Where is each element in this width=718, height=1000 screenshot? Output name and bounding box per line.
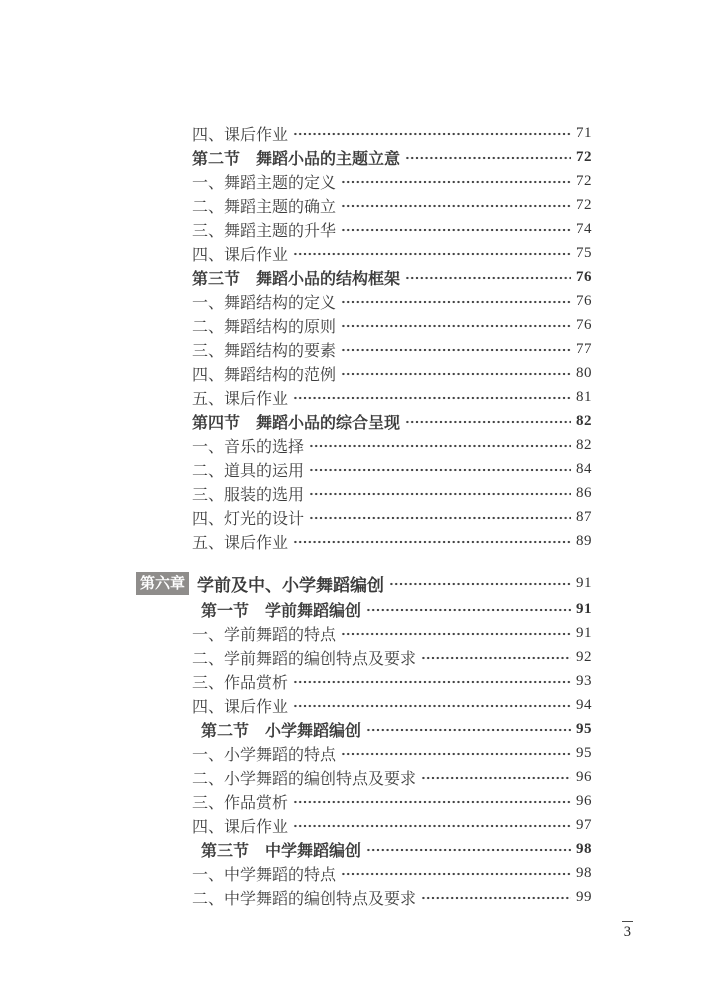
dot-leader: [293, 813, 571, 837]
dot-leader: [341, 193, 571, 217]
toc-entry: [136, 717, 592, 741]
toc-entry: [136, 313, 592, 337]
toc-entry-page: 92: [576, 648, 592, 665]
toc-entry-page: 93: [576, 672, 592, 689]
dot-leader: [405, 265, 571, 289]
dot-leader: [341, 169, 571, 193]
toc-entry-page: 76: [576, 316, 592, 333]
dot-leader: [366, 597, 571, 621]
toc-entry-page: 91: [576, 574, 592, 591]
toc-entry: [136, 529, 592, 553]
toc-entry-label: 五、课后作业: [192, 390, 289, 408]
dot-leader: [293, 789, 571, 813]
toc-entry-label: 三、作品赏析: [192, 794, 289, 812]
dot-leader: [421, 765, 571, 789]
toc-entry: [136, 241, 592, 265]
toc-entry-label: 四、灯光的设计: [192, 510, 305, 528]
toc-entry-page: 91: [576, 624, 592, 641]
toc-entry: [136, 505, 592, 529]
toc-entry-label: 二、学前舞蹈的编创特点及要求: [192, 650, 417, 668]
toc-entry-page: 75: [576, 244, 592, 261]
toc-entry: [136, 741, 592, 765]
toc-entry: [136, 885, 592, 909]
toc-entry-label: 第二节 舞蹈小品的主题立意: [192, 150, 401, 168]
dot-leader: [341, 861, 571, 885]
toc-entry-page: 97: [576, 816, 592, 833]
dot-leader: [293, 241, 571, 265]
dot-leader: [366, 717, 571, 741]
toc-entry-label: 一、中学舞蹈的特点: [192, 866, 337, 884]
dot-leader: [341, 337, 571, 361]
toc-entry-page: 82: [576, 412, 592, 429]
toc-entry-label: 五、课后作业: [192, 534, 289, 552]
dot-leader: [309, 481, 571, 505]
toc-entry-page: 77: [576, 340, 592, 357]
toc-entry: [136, 145, 592, 169]
toc-entry-label: 二、舞蹈结构的原则: [192, 318, 337, 336]
dot-leader: [293, 121, 571, 145]
toc-entry-page: 99: [576, 888, 592, 905]
dot-leader: [341, 217, 571, 241]
toc-entry: [136, 481, 592, 505]
toc-entry-page: 84: [576, 460, 592, 477]
dot-leader: [405, 409, 571, 433]
dot-leader: [341, 361, 571, 385]
dot-leader: [421, 645, 571, 669]
toc-entry: [136, 861, 592, 885]
toc-entry: [136, 837, 592, 861]
dot-leader: [309, 457, 571, 481]
chapter-label-badge: 第六章: [136, 572, 189, 595]
toc-entry-page: 89: [576, 532, 592, 549]
dot-leader: [389, 570, 571, 596]
toc-entry-label: 一、舞蹈主题的定义: [192, 174, 337, 192]
toc-entry-page: 82: [576, 436, 592, 453]
toc-entry: [136, 669, 592, 693]
dot-leader: [341, 289, 571, 313]
toc-entry-label: 一、舞蹈结构的定义: [192, 294, 337, 312]
toc-entry-page: 76: [576, 268, 592, 285]
toc-entry-label: 四、课后作业: [192, 818, 289, 836]
dot-leader: [366, 837, 571, 861]
toc-entry-label: 第二节 小学舞蹈编创: [201, 722, 362, 740]
toc-entry: [136, 217, 592, 241]
toc-entry-page: 71: [576, 124, 592, 141]
toc-entry-label: 三、舞蹈结构的要素: [192, 342, 337, 360]
toc-entry: [136, 361, 592, 385]
toc-entry: [136, 789, 592, 813]
toc-entry-label: 一、音乐的选择: [192, 438, 305, 456]
toc-entry-label: 三、作品赏析: [192, 674, 289, 692]
dot-leader: [293, 529, 571, 553]
toc-entry: [136, 765, 592, 789]
toc-entry-label: 四、课后作业: [192, 246, 289, 264]
toc-entry-label: 二、道具的运用: [192, 462, 305, 480]
dot-leader: [309, 433, 571, 457]
dot-leader: [293, 385, 571, 409]
toc-entry-page: 74: [576, 220, 592, 237]
chapter-title: 学前及中、小学舞蹈编创: [197, 575, 385, 595]
dot-leader: [341, 621, 571, 645]
dot-leader: [293, 669, 571, 693]
dot-leader: [341, 741, 571, 765]
toc-entry-page: 98: [576, 864, 592, 881]
toc-entry-label: 四、课后作业: [192, 126, 289, 144]
toc-entry: [136, 385, 592, 409]
toc-block: [136, 121, 592, 553]
toc-entry-page: 96: [576, 792, 592, 809]
toc-entry: [136, 621, 592, 645]
dot-leader: [309, 505, 571, 529]
toc-entry-label: 四、舞蹈结构的范例: [192, 366, 337, 384]
dot-leader: [341, 313, 571, 337]
toc-list: [136, 121, 592, 909]
toc-entry-page: 76: [576, 292, 592, 309]
toc-entry-page: 81: [576, 388, 592, 405]
toc-entry: [136, 645, 592, 669]
toc-entry-page: 86: [576, 484, 592, 501]
toc-entry: [136, 433, 592, 457]
toc-block: [136, 570, 592, 909]
toc-entry-page: 94: [576, 696, 592, 713]
toc-entry-page: 96: [576, 768, 592, 785]
toc-entry-page: 95: [576, 744, 592, 761]
toc-entry: [136, 193, 592, 217]
toc-entry-page: 72: [576, 172, 592, 189]
toc-entry-page: 98: [576, 840, 592, 857]
dot-leader: [405, 145, 571, 169]
toc-entry-page: 72: [576, 196, 592, 213]
toc-entry-page: 95: [576, 720, 592, 737]
toc-entry-label: 第一节 学前舞蹈编创: [201, 602, 362, 620]
chapter-heading: [136, 570, 592, 596]
toc-entry: [136, 265, 592, 289]
toc-entry: [136, 457, 592, 481]
toc-entry: [136, 337, 592, 361]
toc-entry-label: 四、课后作业: [192, 698, 289, 716]
dot-leader: [293, 693, 571, 717]
toc-entry-label: 第四节 舞蹈小品的综合呈现: [192, 414, 401, 432]
toc-entry: [136, 693, 592, 717]
toc-entry-label: 一、学前舞蹈的特点: [192, 626, 337, 644]
toc-entry-label: 一、小学舞蹈的特点: [192, 746, 337, 764]
dot-leader: [421, 885, 571, 909]
toc-entry-label: 二、小学舞蹈的编创特点及要求: [192, 770, 417, 788]
toc-entry: [136, 289, 592, 313]
toc-entry-page: 91: [576, 600, 592, 617]
toc-entry: [136, 813, 592, 837]
toc-entry: [136, 169, 592, 193]
toc-entry: [136, 409, 592, 433]
toc-entry-label: 三、服装的选用: [192, 486, 305, 504]
toc-entry-page: 80: [576, 364, 592, 381]
toc-entry-label: 第三节 舞蹈小品的结构框架: [192, 270, 401, 288]
toc-entry-label: 第三节 中学舞蹈编创: [201, 842, 362, 860]
toc-entry-label: 二、中学舞蹈的编创特点及要求: [192, 890, 417, 908]
toc-entry-page: 72: [576, 148, 592, 165]
toc-entry-page: 87: [576, 508, 592, 525]
folio-page-number: 3: [622, 921, 633, 940]
toc-entry-label: 三、舞蹈主题的升华: [192, 222, 337, 240]
toc-entry-label: 二、舞蹈主题的确立: [192, 198, 337, 216]
toc-entry: [136, 121, 592, 145]
toc-entry: [136, 597, 592, 621]
